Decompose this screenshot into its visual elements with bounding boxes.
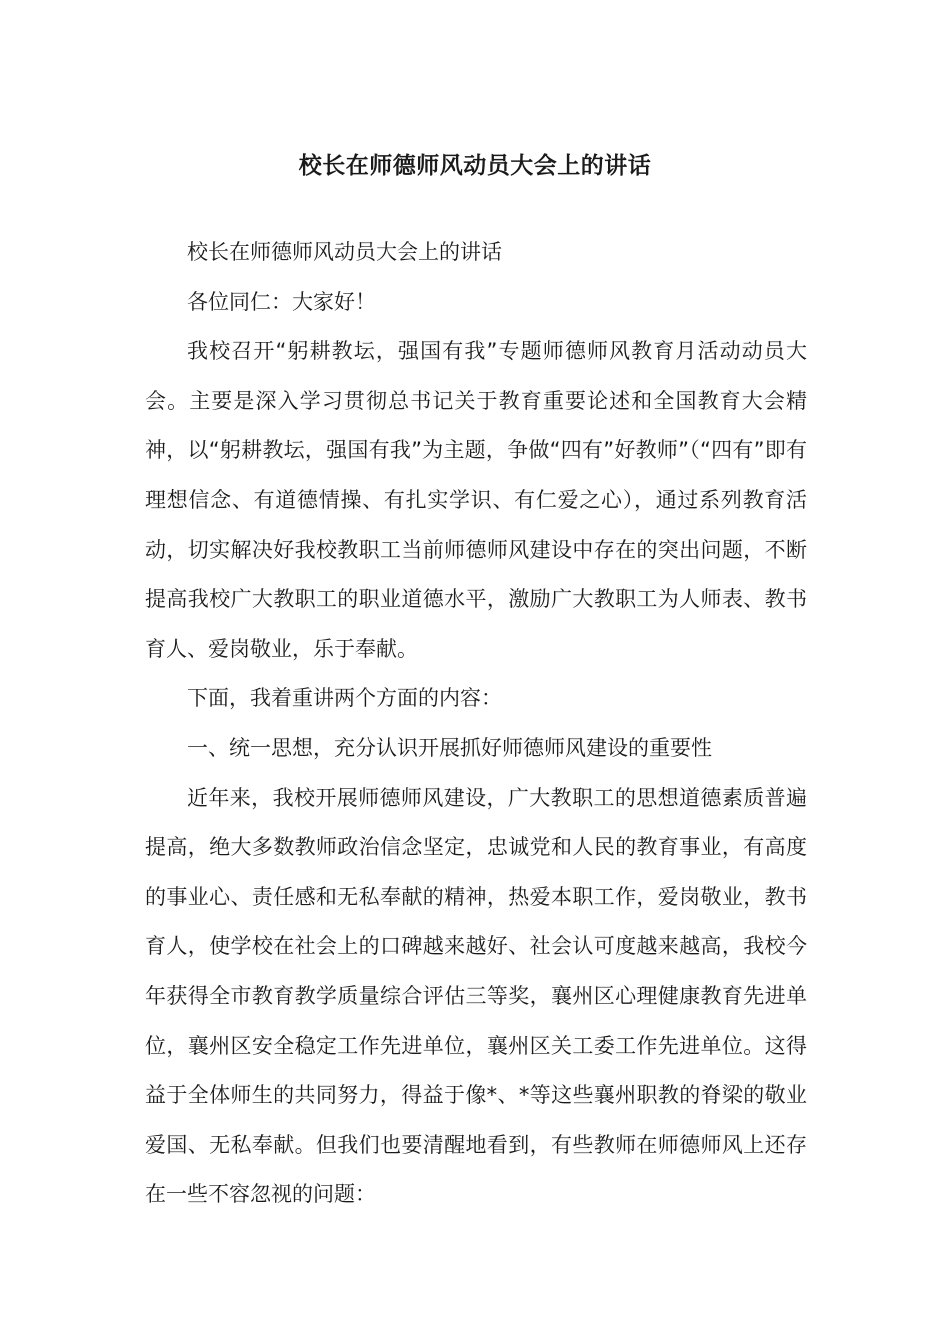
section-heading: 一、统一思想，充分认识开展抓好师德师风建设的重要性 [187,735,712,760]
document-title: 校长在师德师风动员大会上的讲话 [298,153,652,180]
intro-paragraph: 我校召开“躬耕教坛，强国有我”专题师德师风教育月活动动员大会。主要是深入学习贯彻总书记关于教育重要论述和全国教育大会精神，以“躬耕教坛，强国有我”为主题，争做“四有”好教师”（“四有”即有理想信念、有道德情操、有扎实学识、有仁爱之心），通过系列教育活动，切实解决好我校教职工当前师德师风建设中存在的突出问题，不断提高我校广大教职工的职业道德水平，激励广大教职工为人师表、教书育人、爱岗敬业，乐于奉献。 [145,339,807,661]
greeting-paragraph: 各位同仁：大家好！ [187,289,376,314]
subtitle-paragraph: 校长在师德师风动员大会上的讲话 [187,240,502,264]
outline-paragraph: 下面，我着重讲两个方面的内容： [187,686,502,711]
section-body-paragraph: 近年来，我校开展师德师风建设，广大教职工的思想道德素质普遍提高，绝大多数教师政治信念坚定，忠诚党和人民的教育事业，有高度的事业心、责任感和无私奉献的精神，热爱本职工作，爱岗敬业，教书育人，使学校在社会上的口碑越来越好、社会认可度越来越高，我校今年获得全市教育教学质量综合评估三等奖，襄州区心理健康教育先进单位，襄州区安全稳定工作先进单位，襄州区关工委工作先进单位。这得益于全体师生的共同努力，得益于像*、*等这些襄州职教的脊梁的敬业爱国、无私奉献。但我们也要清醒地看到，有些教师在师德师风上还存在一些不容忽视的问题： [145,785,807,1207]
document-body [145,228,807,1220]
